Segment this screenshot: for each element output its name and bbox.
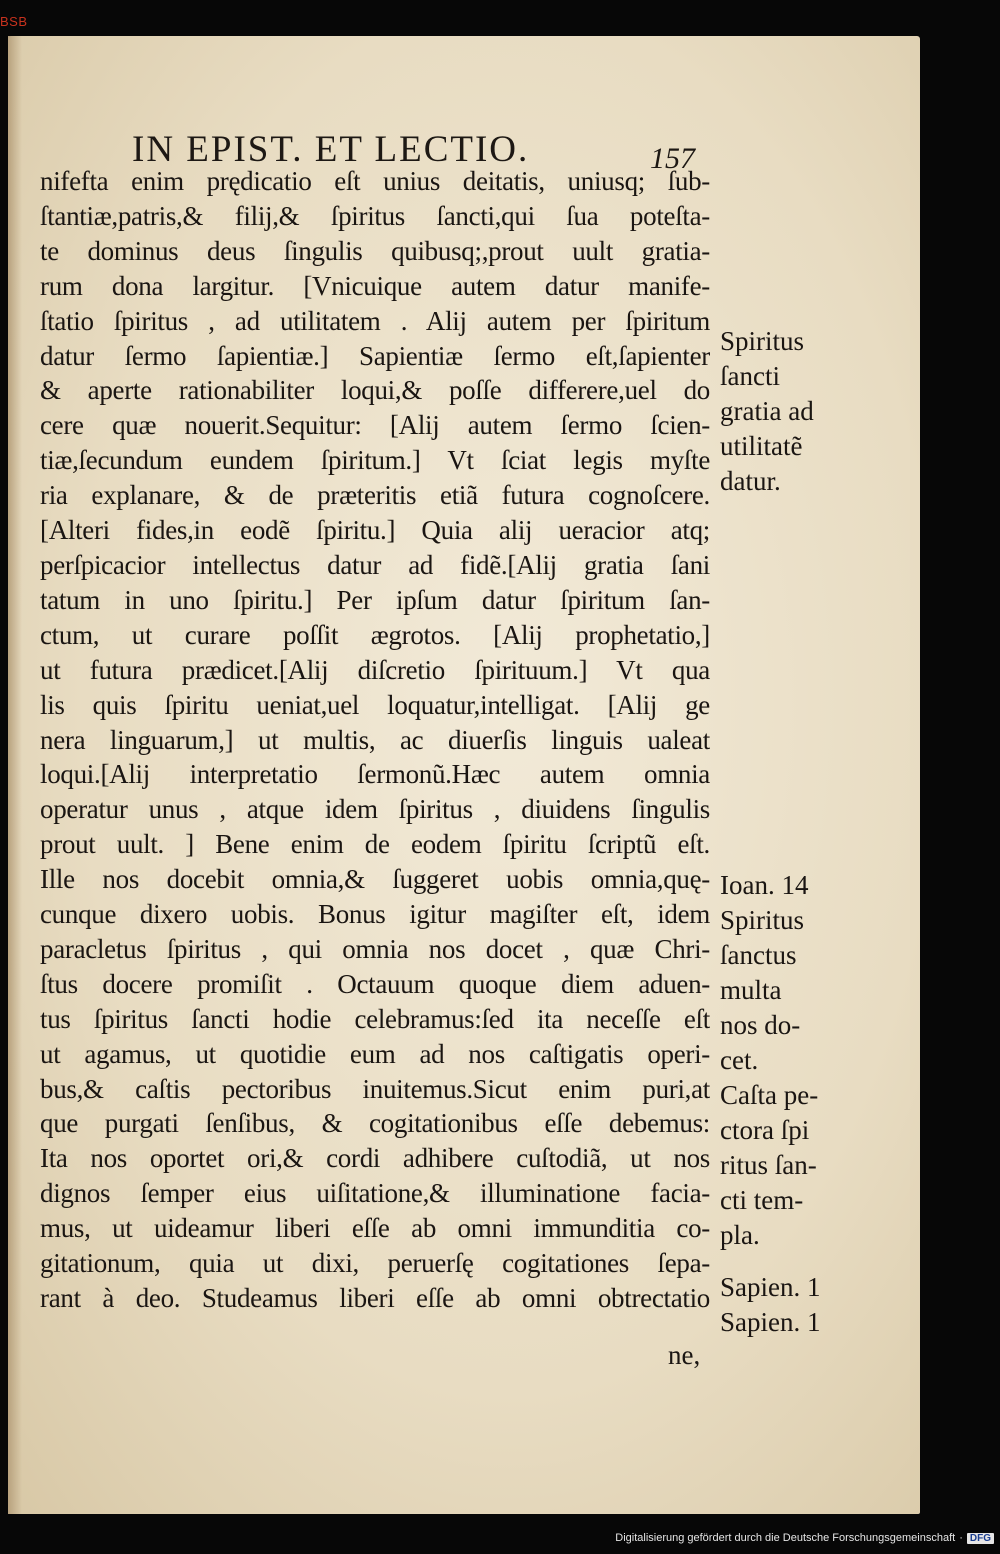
text-line: ctum, ut curare poſſit ægrotos. [Alij prophetatio,] bbox=[40, 619, 710, 650]
text-line: bus,& caſtis pectoribus inuitemus.Sicut enim puri,at bbox=[40, 1073, 710, 1104]
text-line: te dominus deus ſingulis quibusq;,prout uult gratia- bbox=[40, 235, 710, 266]
margin-note-line: pla. bbox=[720, 1219, 760, 1250]
margin-note-line: ſanctus bbox=[720, 939, 797, 970]
dfg-logo: DFG bbox=[967, 1533, 994, 1544]
text-line: operatur unus , atque idem ſpiritus , diuidens ſingulis bbox=[40, 794, 710, 825]
margin-note-line: ritus ſan- bbox=[720, 1149, 817, 1180]
text-line: tus ſpiritus ſancti hodie celebramus:ſed ita neceſſe eſt bbox=[40, 1003, 710, 1034]
text-line: datur ſermo ſapientiæ.] Sapientiæ ſermo eſt,ſapienter bbox=[40, 340, 710, 371]
text-line: prout uult. ] Bene enim de eodem ſpiritu ſcriptũ eſt. bbox=[40, 829, 710, 860]
margin-note-line: gratia ad bbox=[720, 395, 814, 426]
text-line: que purgati ſenſibus, & cogitationibus eſſe debemus: bbox=[40, 1108, 710, 1139]
footer-separator: · bbox=[959, 1532, 963, 1544]
text-line: ſtus docere promiſit . Octauum quoque diem aduen- bbox=[40, 968, 710, 999]
text-line: tiæ,ſecundum eundem ſpiritum.] Vt ſciat legis myſte bbox=[40, 445, 710, 476]
library-mark: BSB bbox=[0, 14, 28, 29]
margin-note-line: ſancti bbox=[720, 360, 780, 391]
text-line: perſpicacior intellectus datur ad fidẽ.[Alij gratia ſani bbox=[40, 549, 710, 580]
margin-note-line: Sapien. 1 bbox=[720, 1272, 821, 1302]
margin-note-line: Spiritus bbox=[720, 326, 805, 356]
margin-note-line: Sapien. 1 bbox=[720, 1306, 821, 1337]
text-line: Ille nos docebit omnia,& ſuggeret uobis omnia,quę- bbox=[40, 864, 710, 895]
text-line: paracletus ſpiritus , qui omnia nos docet , quæ Chri- bbox=[40, 933, 710, 964]
margin-note-line: multa bbox=[720, 974, 782, 1005]
margin-note-line: ctora ſpi bbox=[720, 1114, 810, 1145]
text-line: cere quæ nouerit.Sequitur: [Alij autem ſermo ſcien- bbox=[40, 410, 710, 441]
text-line: ria explanare, & de præteritis etiã futura cognoſcere. bbox=[40, 480, 710, 511]
footer-text: Digitalisierung gefördert durch die Deutsche Forschungsgemeinschaft bbox=[615, 1532, 956, 1544]
text-line: cunque dixero uobis. Bonus igitur magiſter eſt, idem bbox=[40, 899, 710, 930]
margin-note-casta-pectora bbox=[720, 1078, 850, 1253]
digitization-footer bbox=[615, 1532, 994, 1544]
margin-note-line: nos do- bbox=[720, 1009, 801, 1040]
margin-note-line: cet. bbox=[720, 1044, 759, 1075]
margin-note-line: Ioan. 14 bbox=[720, 870, 809, 900]
text-line: nera linguarum,] ut multis, ac diuerſis linguis ualeat bbox=[40, 724, 710, 755]
page-number: 157 bbox=[650, 142, 695, 175]
text-line: mus, ut uideamur liberi eſſe ab omni immunditia co- bbox=[40, 1213, 710, 1244]
text-line: rum dona largitur. [Vnicuique autem datur manife- bbox=[40, 270, 710, 301]
text-line: nifefta enim prędicatio eſt unius deitatis, uniusq; ſub- bbox=[40, 166, 710, 196]
margin-note-spiritus-gratia bbox=[720, 324, 850, 499]
catchword: ne, bbox=[668, 1340, 701, 1370]
text-line: lis quis ſpiritu ueniat,uel loquatur,intelligat. [Alij ge bbox=[40, 689, 710, 720]
margin-note-spiritus-docet bbox=[720, 903, 850, 1078]
margin-note-line: utilitatẽ bbox=[720, 430, 803, 461]
text-line: tatum in uno ſpiritu.] Per ipſum datur ſpiritum ſan- bbox=[40, 584, 710, 615]
text-line: gitationum, quia ut dixi, peruerſę cogitationes ſepa- bbox=[40, 1248, 710, 1279]
text-line: loqui.[Alij interpretatio ſermonũ.Hæc autem omnia bbox=[40, 759, 710, 790]
text-line: & aperte rationabiliter loqui,& poſſe differere,uel do bbox=[40, 375, 710, 406]
text-line: ſtatio ſpiritus , ad utilitatem . Alij autem per ſpiritum bbox=[40, 305, 710, 336]
text-line: Ita nos oportet ori,& cordi adhibere cuſtodiã, ut nos bbox=[40, 1143, 710, 1174]
margin-note-line: Spiritus bbox=[720, 905, 805, 935]
margin-note-sapien bbox=[720, 1270, 850, 1340]
page-gutter-shadow bbox=[8, 36, 22, 1514]
margin-note-ioan-14 bbox=[720, 868, 850, 903]
running-head: IN EPIST. ET LECTIO. bbox=[132, 129, 530, 170]
text-line: ſtantiæ,patris,& filij,& ſpiritus ſancti,qui ſua poteſta- bbox=[40, 200, 710, 231]
margin-note-line: cti tem- bbox=[720, 1184, 804, 1215]
text-line: [Alteri fides,in eodẽ ſpiritu.] Quia alij ueracior atq; bbox=[40, 515, 710, 546]
text-line: rant à deo. Studeamus liberi eſſe ab omni obtrectatio bbox=[40, 1283, 710, 1313]
main-text-block bbox=[40, 164, 710, 1316]
text-line: dignos ſemper eius uiſitatione,& illuminatione facia- bbox=[40, 1178, 710, 1209]
text-line: ut futura prædicet.[Alij diſcretio ſpirituum.] Vt qua bbox=[40, 654, 710, 685]
margin-note-line: Caſta pe- bbox=[720, 1080, 819, 1110]
margin-note-line: datur. bbox=[720, 465, 781, 496]
text-line: ut agamus, ut quotidie eum ad nos caſtigatis operi- bbox=[40, 1038, 710, 1069]
